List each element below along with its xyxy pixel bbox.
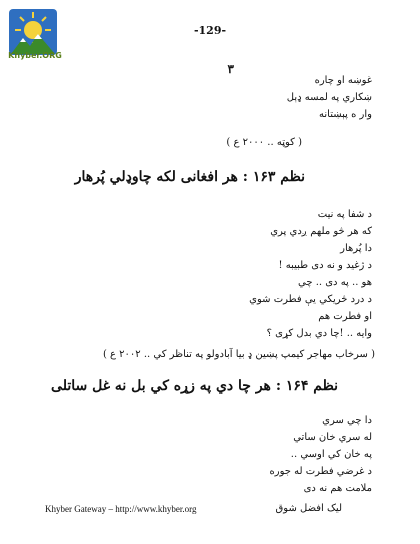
poem-line: د شفا په نیت (317, 209, 372, 220)
stanza-line: ښکاري په لمسه ډېل (286, 92, 372, 103)
page-number: -129- (193, 24, 227, 37)
poem-163-body (249, 206, 372, 342)
footer-author: ليک افضل شوق (275, 503, 342, 514)
stanza-line: غوښه او چاره (314, 75, 372, 86)
footer-source-link[interactable]: Khyber Gateway – http://www.khyber.org (45, 504, 197, 514)
poem-164-body (270, 412, 372, 497)
note-1: ( کوټه .. ۲۰۰۰ ع ) (226, 137, 302, 148)
stanza-1 (287, 72, 372, 123)
poem-line: هو .. په دی .. چي (298, 277, 372, 288)
poem-line: دا پُرهار (340, 243, 372, 254)
stanza-line: وار ه پېښتانه (319, 109, 372, 120)
poem-line: په خان کي اوسي .. (290, 449, 372, 460)
poem-line: او فطرت هم (318, 311, 372, 322)
logo-text: Khyber.ORG (8, 51, 62, 60)
poem-164-title: نظم ۱۶۴ : هر چا دي په زړه کي بل نه غل ساتلی (51, 378, 338, 394)
poem-line: د درد څريکي يې فطرت شوي (249, 294, 372, 305)
poem-line: وايه .. !چا دي بدل کړی ؟ (266, 328, 372, 339)
poem-line: د غرضي فطرت له جوره (269, 466, 372, 477)
poem-line: د ژغید و نه دی طبیبه ! (278, 260, 372, 271)
poem-line: ملامت هم نه دی (303, 483, 372, 494)
poem-line: که هر څو ملهم ږدي پري (270, 226, 372, 237)
poem-163-note: ( سرخاب مهاجر کیمپ پښين ډ بيا آبادولو په تناظر کي .. ۲۰۰۲ ع ) (102, 349, 375, 360)
poem-line: دا چي سري (322, 415, 372, 426)
section-number: ۳ (227, 62, 234, 76)
poem-line: له سري خان ساتي (293, 432, 372, 443)
poem-163-title: نظم ۱۶۳ : هر افغانی لکه چاوډلي پُرهار (74, 169, 305, 185)
